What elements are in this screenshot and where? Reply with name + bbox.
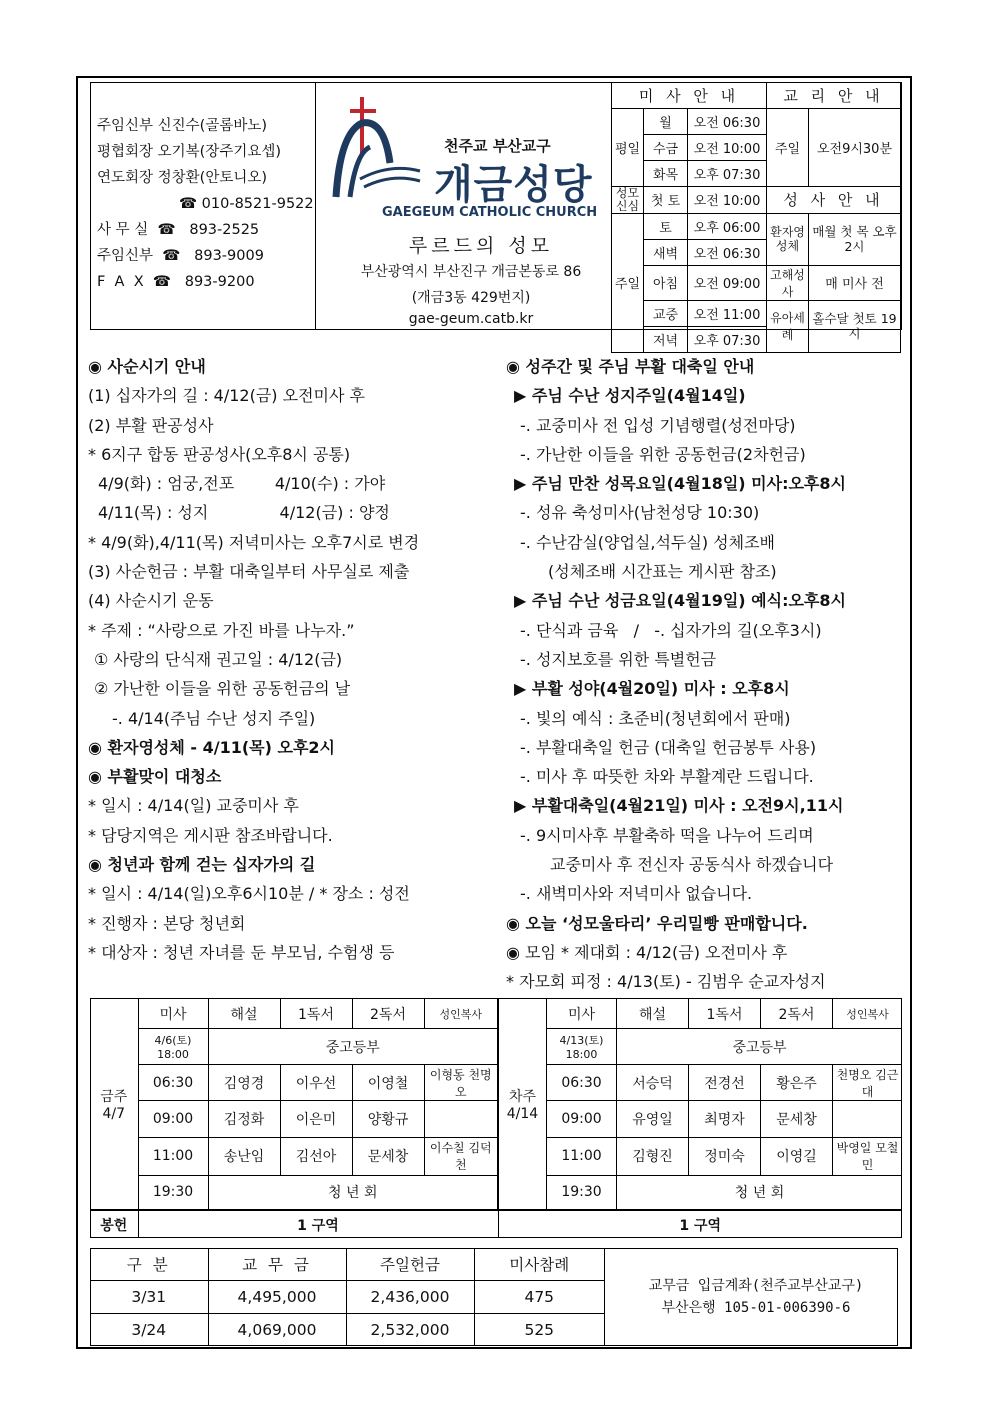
col-commentary: 해설 — [208, 999, 280, 1029]
reader2: 문세창 — [761, 1101, 833, 1137]
sat-label: 토 — [644, 213, 688, 239]
altar-servers: 이형동 천명오 — [424, 1065, 498, 1101]
announce-line: (성체조배 시간표는 게시판 참조) — [548, 562, 777, 582]
morning-label: 아침 — [644, 265, 688, 300]
reader1: 이우선 — [280, 1065, 352, 1101]
announce-line: ◉ 성주간 및 주님 부활 대축일 안내 — [506, 357, 755, 376]
col-reading1: 1독서 — [689, 999, 761, 1029]
col-period: 구 분 — [90, 1248, 208, 1280]
altar-servers: 천명오 김근대 — [833, 1065, 903, 1101]
main-time: 오전 11:00 — [688, 300, 767, 326]
commentator: 송난임 — [208, 1137, 280, 1175]
devotion-day: 첫 토 — [644, 186, 688, 213]
announce-line: -. 교중미사 전 입성 기념행렬(성전마당) — [520, 415, 796, 435]
announce-line: * 대상자 : 청년 자녀를 둔 부모님, 수험생 등 — [88, 942, 395, 962]
announce-line: 4/11(목) : 성지 4/12(금) : 양정 — [98, 503, 390, 523]
announce-line: ◉ 부활맞이 대청소 — [88, 767, 222, 787]
announce-line: (1) 십자가의 길 : 4/12(금) 오전미사 후 — [88, 386, 366, 406]
church-name-en: GAEGEUM CATHOLIC CHURCH — [382, 205, 598, 220]
baptism-label: 유아세례 — [767, 300, 809, 352]
sunday-offering: 2,532,000 — [346, 1313, 474, 1346]
row-group: 청 년 회 — [208, 1175, 498, 1209]
evening-label: 저녁 — [644, 326, 688, 352]
left-announcements — [88, 352, 419, 967]
announce-line: ▶ 주님 수난 성금요일(4월19일) 예식:오후8시 — [514, 591, 846, 611]
offering-next-week: 1 구역 — [498, 1211, 902, 1239]
announce-line: ▶ 부활대축일(4월21일) 미사 : 오전9시,11시 — [514, 796, 844, 816]
col-altar: 성인복사 — [424, 999, 498, 1029]
col-reading1: 1독서 — [280, 999, 352, 1029]
col-altar: 성인복사 — [833, 999, 903, 1029]
announce-line: ▶ 주님 수난 성지주일(4월14일) — [514, 386, 746, 406]
baptism-time: 홀수달 첫토 19시 — [809, 300, 901, 352]
confession-label: 고해성사 — [767, 265, 809, 300]
announce-line: * 일시 : 4/14(일) 교중미사 후 — [88, 796, 299, 816]
diocese-name: 천주교 부산교구 — [444, 137, 551, 155]
altar-servers: 박영일 모철민 — [833, 1137, 903, 1175]
main-label: 교중 — [644, 300, 688, 326]
attendance: 525 — [474, 1313, 605, 1346]
row-time: 4/13(토) 18:00 — [547, 1029, 617, 1065]
reader1: 김선아 — [280, 1137, 352, 1175]
altar-servers: 이수칠 김덕천 — [424, 1137, 498, 1175]
week-label: 금주 4/7 — [90, 999, 138, 1210]
altar-servers — [424, 1101, 498, 1137]
commentator: 서승덕 — [617, 1065, 689, 1101]
commentator: 유영일 — [617, 1101, 689, 1137]
evening-time: 오후 07:30 — [688, 326, 767, 352]
announce-line: -. 가난한 이들을 위한 공동헌금(2차헌금) — [520, 444, 806, 464]
col-reading2: 2독서 — [352, 999, 424, 1029]
row-time: 06:30 — [138, 1065, 208, 1101]
tithe: 4,495,000 — [208, 1280, 346, 1313]
row-time: 09:00 — [547, 1101, 617, 1137]
announce-line: * 진행자 : 본당 청년회 — [88, 913, 246, 933]
row-time: 09:00 — [138, 1101, 208, 1137]
staff-office: 사 무 실 ☎ 893-2525 — [97, 222, 260, 238]
finance-summary — [90, 1248, 898, 1346]
announce-line: ◉ 환자영성체 - 4/11(목) 오후2시 — [88, 737, 335, 757]
attendance: 475 — [474, 1280, 605, 1313]
col-attendance: 미사참례 — [474, 1248, 605, 1280]
catechism-day: 주일 — [767, 108, 809, 186]
announce-line: -. 부활대축일 헌금 (대축일 헌금봉투 사용) — [520, 737, 817, 757]
devotion-label: 성모신심 — [612, 186, 644, 213]
commentator: 김영경 — [208, 1065, 280, 1101]
ministry-schedule — [90, 998, 902, 1238]
row-time: 19:30 — [547, 1175, 617, 1209]
catechism-title: 교 리 안 내 — [767, 82, 901, 108]
announce-line: 교중미사 후 전신자 공동식사 하겠습니다 — [550, 855, 834, 875]
bank-account — [621, 1275, 891, 1319]
row-group: 청 년 회 — [617, 1175, 903, 1209]
offering-row — [90, 1210, 902, 1238]
col-sunday-offering: 주일헌금 — [346, 1248, 474, 1280]
announce-line: (3) 사순헌금 : 부활 대축일부터 사무실로 제출 — [88, 562, 410, 582]
reader2: 이영길 — [761, 1137, 833, 1175]
reader2: 양황규 — [352, 1101, 424, 1137]
tuethu-label: 화목 — [644, 160, 688, 186]
altar-servers — [833, 1101, 903, 1137]
announce-line: ① 사랑의 단식재 권고일 : 4/12(금) — [94, 649, 343, 669]
morning-time: 오전 09:00 — [688, 265, 767, 300]
commentator: 김정화 — [208, 1101, 280, 1137]
patron-name: 루르드의 성모 — [408, 235, 554, 257]
devotion-time: 오전 10:00 — [688, 186, 767, 213]
reader1: 최명자 — [689, 1101, 761, 1137]
announce-line: * 담당지역은 게시판 참조바랍니다. — [88, 825, 333, 845]
announce-line: -. 단식과 금육 / -. 십자가의 길(오후3시) — [520, 620, 822, 640]
reader1: 정미숙 — [689, 1137, 761, 1175]
sacrament-title: 성 사 안 내 — [767, 186, 901, 213]
catechism-time: 오전9시30분 — [809, 108, 901, 186]
announce-line: (4) 사순시기 운동 — [88, 591, 214, 611]
announce-line: (2) 부활 판공성사 — [88, 415, 214, 435]
sunday-label: 주일 — [612, 213, 644, 352]
row-time: 19:30 — [138, 1175, 208, 1209]
dawn-time: 오전 06:30 — [688, 239, 767, 265]
staff-pastor: 주임신부 신진수(골롬바노) — [97, 118, 267, 134]
confession-time: 매 미사 전 — [809, 265, 901, 300]
right-announcements — [506, 352, 846, 997]
announce-line: -. 새벽미사와 저녁미사 없습니다. — [520, 884, 753, 904]
tuethu-time: 오후 07:30 — [688, 160, 767, 186]
announce-line: * 4/9(화),4/11(목) 저녁미사는 오후7시로 변경 — [88, 532, 420, 552]
sat-time: 오후 06:00 — [688, 213, 767, 239]
announce-line: -. 9시미사후 부활축하 떡을 나누어 드리며 — [520, 825, 814, 845]
col-tithe: 교 무 금 — [208, 1248, 346, 1280]
sick-time: 매월 첫 목 오후 2시 — [809, 213, 901, 265]
offering-label: 봉헌 — [90, 1211, 138, 1239]
staff-fax: F A X ☎ 893-9200 — [97, 274, 255, 290]
address-line2: (개금3동 429번지) — [411, 290, 531, 306]
sunday-offering: 2,436,000 — [346, 1280, 474, 1313]
announce-line: * 자모회 피정 : 4/13(토) - 김범우 순교자성지 — [506, 972, 826, 992]
announce-line: -. 성유 축성미사(남천성당 10:30) — [520, 503, 760, 523]
sick-label: 환자영성체 — [767, 213, 809, 265]
reader2: 황은주 — [761, 1065, 833, 1101]
mass-info-table — [611, 82, 901, 353]
announce-line: ◉ 청년과 함께 걷는 십자가의 길 — [88, 855, 316, 875]
bulletin-header — [90, 82, 902, 349]
announce-line: * 주제 : “사랑으로 가진 바를 나누자.” — [88, 620, 355, 640]
announce-line: ▶ 주님 만찬 성목요일(4월18일) 미사:오후8시 — [514, 474, 846, 494]
announce-line: * 일시 : 4/14(일)오후6시10분 / * 장소 : 성전 — [88, 884, 410, 904]
col-reading2: 2독서 — [761, 999, 833, 1029]
dawn-label: 새벽 — [644, 239, 688, 265]
mon-label: 월 — [644, 108, 688, 134]
announce-line: * 6지구 합동 판공성사(오후8시 공통) — [88, 444, 351, 464]
staff-council: 평협회장 오기복(장주기요셉) — [97, 144, 282, 160]
col-mass: 미사 — [138, 999, 208, 1029]
announce-line: ◉ 사순시기 안내 — [88, 357, 206, 376]
reader1: 전경선 — [689, 1065, 761, 1101]
col-mass: 미사 — [547, 999, 617, 1029]
period: 3/31 — [90, 1280, 208, 1313]
announce-line: ◉ 오늘 ‘성모울타리’ 우리밀빵 판매합니다. — [506, 913, 808, 933]
wedfri-time: 오전 10:00 — [688, 134, 767, 160]
mon-time: 오전 06:30 — [688, 108, 767, 134]
week-label: 차주 4/14 — [499, 999, 547, 1210]
row-time: 11:00 — [547, 1137, 617, 1175]
staff-pastor-phone: 주임신부 ☎ 893-9009 — [97, 248, 264, 264]
wedfri-label: 수금 — [644, 134, 688, 160]
mass-title: 미 사 안 내 — [612, 82, 767, 108]
tithe: 4,069,000 — [208, 1313, 346, 1346]
finance-table — [90, 1248, 605, 1346]
commentator: 김형진 — [617, 1137, 689, 1175]
row-time: 11:00 — [138, 1137, 208, 1175]
website: gae-geum.catb.kr — [408, 311, 534, 327]
staff-youth: 연도회장 정창환(안토니오) — [97, 170, 267, 186]
account-label: 교무금 입금계좌(천주교부산교구) — [648, 1278, 864, 1294]
reader2: 문세창 — [352, 1137, 424, 1175]
announce-line: ▶ 부활 성야(4월20일) 미사 : 오후8시 — [514, 679, 790, 699]
schedule-this-week — [90, 998, 498, 1210]
weekday-label: 평일 — [612, 108, 644, 186]
announce-line: -. 4/14(주님 수난 성지 주일) — [112, 708, 316, 728]
church-name: 개금성당 — [434, 162, 593, 208]
reader1: 이은미 — [280, 1101, 352, 1137]
row-group: 중고등부 — [617, 1029, 903, 1065]
announce-line: ◉ 모임 * 제대회 : 4/12(금) 오전미사 후 — [506, 942, 788, 962]
address-line1: 부산광역시 부산진구 개금본동로 86 — [360, 264, 582, 280]
announce-line: -. 성지보호를 위한 특별헌금 — [520, 649, 717, 669]
period: 3/24 — [90, 1313, 208, 1346]
announce-line: -. 빛의 예식 : 초준비(청년회에서 판매) — [520, 708, 791, 728]
church-identity — [316, 83, 611, 329]
announce-line: 4/9(화) : 엄궁,전포 4/10(수) : 가야 — [98, 474, 386, 494]
offering-this-week: 1 구역 — [138, 1211, 498, 1239]
schedule-next-week — [498, 998, 902, 1210]
announce-line: -. 미사 후 따뜻한 차와 부활계란 드립니다. — [520, 767, 814, 787]
reader2: 이영철 — [352, 1065, 424, 1101]
row-time: 06:30 — [547, 1065, 617, 1101]
col-commentary: 해설 — [617, 999, 689, 1029]
row-group: 중고등부 — [208, 1029, 498, 1065]
announce-line: ② 가난한 이들을 위한 공동헌금의 날 — [94, 679, 351, 699]
staff-list — [91, 83, 316, 329]
church-logo-icon — [330, 93, 422, 203]
announce-line: -. 수난감실(양업실,석두실) 성체조배 — [520, 532, 775, 552]
account-number: 부산은행 105-01-006390-6 — [661, 1300, 851, 1316]
staff-mobile: ☎ 010-8521-9522 — [179, 196, 314, 212]
row-time: 4/6(토) 18:00 — [138, 1029, 208, 1065]
